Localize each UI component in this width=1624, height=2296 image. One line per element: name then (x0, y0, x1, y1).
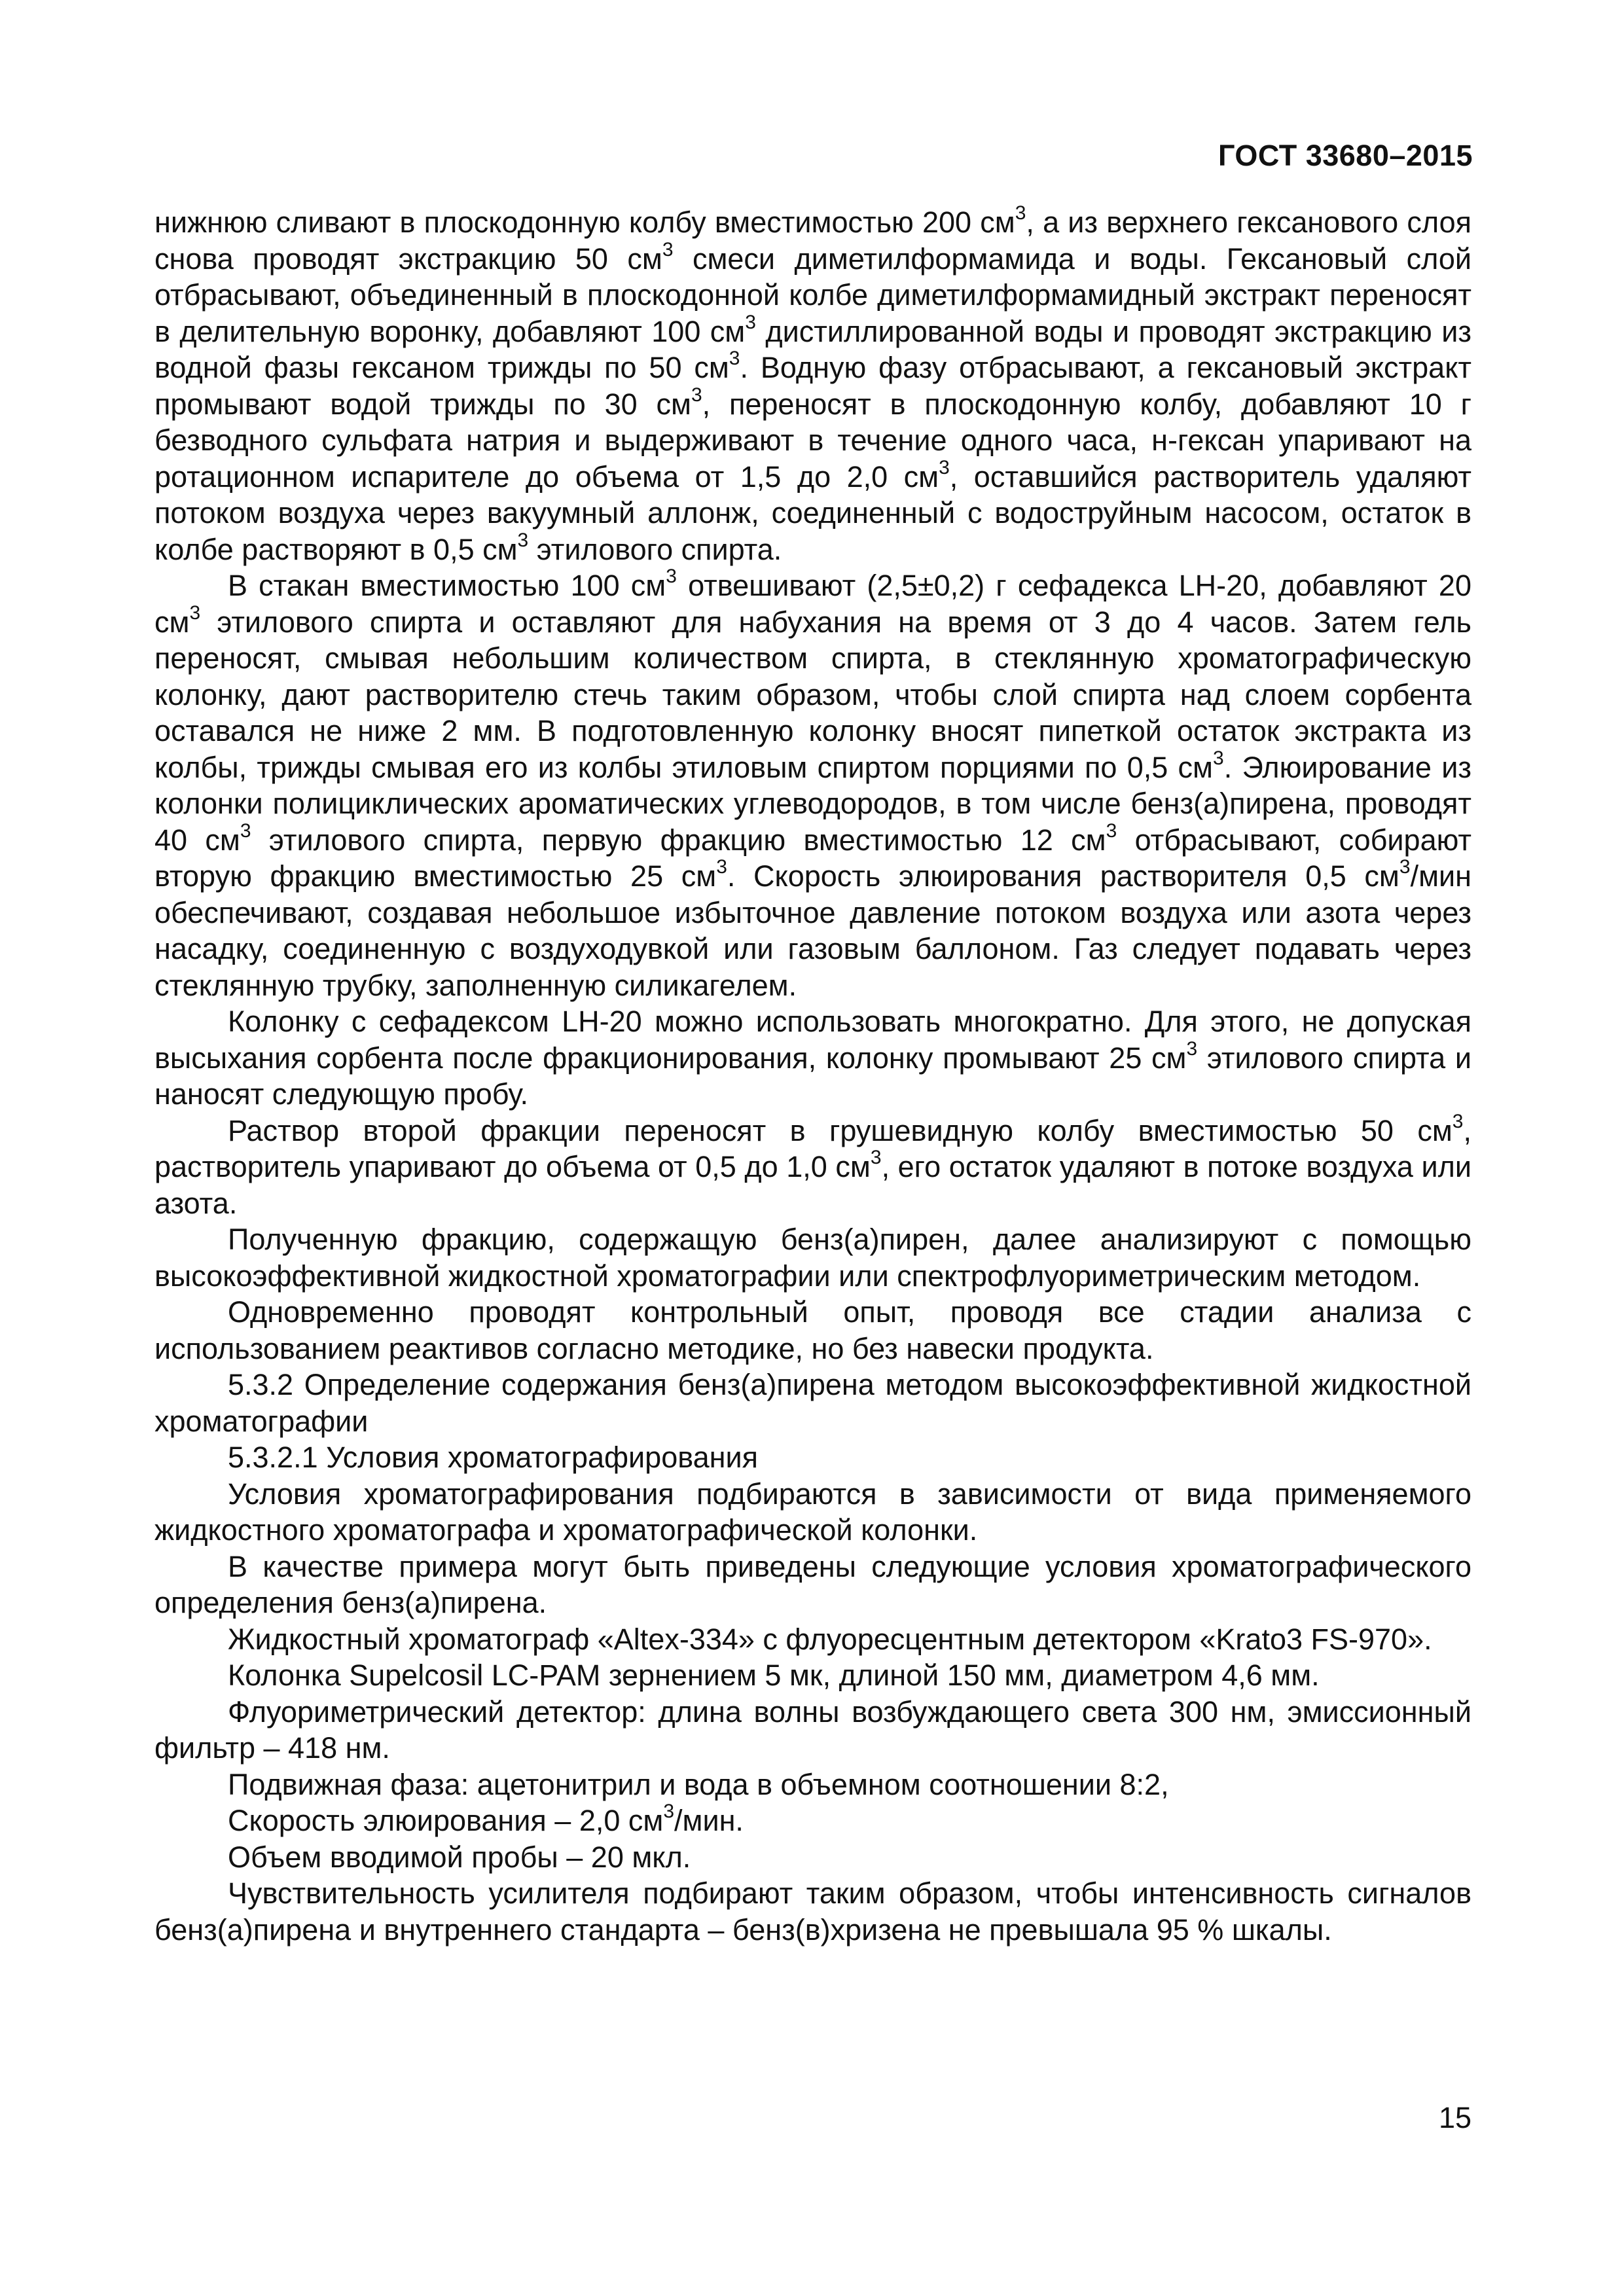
text-run: Чувствительность усилителя подбирают таким образом, чтобы интенсивность сигналов бенз(а)пирена и внутреннего стандарта – бенз(в)хризена не превышала 95 % шкалы. (154, 1876, 1471, 1946)
paragraph (154, 1110, 1471, 1222)
paragraph (154, 204, 1471, 567)
paragraph (154, 1621, 1471, 1658)
text-run: Колонка Supelcosil LC-PAM зернением 5 мк, длиной 150 мм, диаметром 4,6 мм. (228, 1659, 1320, 1692)
text-run: этилового спирта. (528, 532, 782, 566)
text-run: отвешивают (2,5±0,2) г сефадекса LH-20, добавляют 20 см (154, 569, 1471, 639)
text-run: Флуориметрический детектор: длина волны возбуждающего света 300 нм, эмиссионный фильтр – 418 нм. (154, 1695, 1471, 1765)
text-run: 5.3.2 Определение содержания бенз(а)пирена методом высокоэффективной жидкостной хроматографии (154, 1368, 1471, 1438)
text-run: , а из верхнего гексанового слоя снова проводят экстракцию 50 см (154, 206, 1471, 276)
paragraph (154, 1803, 1471, 1839)
text-run: , растворитель упаривают до объема от 0,5 до 1,0 см (154, 1113, 1471, 1183)
superscript: 3 (691, 384, 702, 406)
text-run: /мин. (674, 1804, 744, 1837)
paragraph (154, 1875, 1471, 1948)
superscript: 3 (666, 565, 677, 587)
superscript: 3 (240, 819, 251, 842)
text-run: 5.3.2.1 Условия хроматографирования (228, 1441, 759, 1474)
text-run: . Водную фазу отбрасывают, а гексановый экстракт промывают водой трижды по 30 см (154, 351, 1471, 421)
text-run: В качестве примера могут быть приведены следующие условия хроматографического определения бенз(а)пирена. (154, 1549, 1471, 1619)
superscript: 3 (745, 311, 756, 333)
paragraph (154, 1003, 1471, 1113)
superscript: 3 (716, 856, 727, 878)
superscript: 3 (517, 529, 529, 551)
text-run: этилового спирта и оставляют для набухания на время от 3 до 4 часов. Затем гель переносят, смывая небольшим количеством спирта, в стеклянную хроматографическую колонку, дают растворителю стечь таким образом, чтобы слой спирта над слоем сорбента оставался не ниже 2 мм. В подготовленную колонку вносят пипеткой остаток экстракта из колбы, трижды смывая его из колбы этиловым спиртом порциями по 0,5 см (154, 605, 1471, 784)
text-run: Раствор второй фракции переносят в грушевидную колбу вместимостью 50 см (228, 1113, 1453, 1147)
text-run: . Элюирование из колонки полициклических ароматических углеводородов, в том числе бенз(а)пирена, проводят 40 см (154, 750, 1471, 857)
text-run: , оставшийся растворитель удаляют потоком воздуха через вакуумный аллонж, соединенный с водоструйным насосом, остаток в колбе растворяют в 0,5 см (154, 459, 1471, 566)
superscript: 3 (1452, 1110, 1464, 1132)
superscript: 3 (1106, 819, 1117, 842)
paragraph (154, 1694, 1471, 1767)
text-run: этилового спирта и наносят следующую пробу. (154, 1041, 1471, 1111)
paragraph (154, 1657, 1471, 1694)
superscript: 3 (870, 1147, 882, 1168)
text-run: Условия хроматографирования подбираются в зависимости от вида применяемого жидкостного хроматографа и хроматографической колонки. (154, 1477, 1471, 1547)
superscript: 3 (1399, 856, 1411, 878)
superscript: 3 (729, 348, 740, 369)
document-body (154, 204, 1471, 1948)
text-run: Колонку с сефадексом LH-20 можно использовать многократно. Для этого, не допуская высыхания сорбента после фракционирования, колонку промывают 25 см (154, 1005, 1471, 1075)
superscript: 3 (663, 1801, 674, 1822)
paragraph (154, 1221, 1471, 1294)
paragraph (154, 1476, 1471, 1549)
superscript: 3 (1213, 747, 1224, 769)
paragraph (154, 1839, 1471, 1876)
superscript: 3 (1015, 202, 1026, 224)
superscript: 3 (189, 601, 201, 624)
text-run: дистиллированной воды и проводят экстракцию из водной фазы гексаном трижды по 50 см (154, 314, 1471, 384)
text-run: нижнюю сливают в плоскодонную колбу вместимостью 200 см (154, 206, 1015, 239)
text-run: . Скорость элюирования растворителя 0,5 см (727, 859, 1399, 893)
text-run: , его остаток удаляют в потоке воздуха или азота. (154, 1150, 1471, 1220)
paragraph (154, 1767, 1471, 1803)
text-run: отбрасывают, собирают вторую фракцию вместимостью 25 см (154, 823, 1471, 893)
text-run: Скорость элюирования – 2,0 см (228, 1804, 664, 1837)
paragraph (154, 1549, 1471, 1621)
superscript: 3 (662, 238, 674, 260)
text-run: Жидкостный хроматограф «Altex-334» с флуоресцентным детектором «Krato3 FS-970». (228, 1622, 1432, 1656)
document-header: ГОСТ 33680–2015 (1218, 139, 1473, 172)
superscript: 3 (1186, 1037, 1198, 1060)
text-run: В стакан вместимостью 100 см (228, 569, 666, 602)
text-run: Подвижная фаза: ацетонитрил и вода в объемном соотношении 8:2, (228, 1767, 1169, 1801)
paragraph (154, 567, 1471, 1003)
text-run: этилового спирта, первую фракцию вместимостью 12 см (251, 823, 1106, 857)
text-run: Полученную фракцию, содержащую бенз(а)пирен, далее анализируют с помощью высокоэффективной жидкостной хроматографии или спектрофлуориметрическим методом. (154, 1223, 1471, 1293)
paragraph (154, 1439, 1471, 1476)
text-run: Объем вводимой пробы – 20 мкл. (228, 1840, 691, 1874)
text-run: смеси диметилформамида и воды. Гексановый слой отбрасывают, объединенный в плоскодонной колбе диметилформамидный экстракт переносят в делительную воронку, добавляют 100 см (154, 242, 1471, 348)
paragraph (154, 1294, 1471, 1367)
page-number: 15 (1438, 2101, 1471, 2134)
text-run: /мин обеспечивают, создавая небольшое избыточное давление потоком воздуха или азота через насадку, соединенную с воздуходувкой или газовым баллоном. Газ следует подавать через стеклянную трубку, заполненную силикагелем. (154, 859, 1471, 1002)
text-run: Одновременно проводят контрольный опыт, проводя все стадии анализа с использованием реактивов согласно методике, но без навески продукта. (154, 1295, 1471, 1365)
superscript: 3 (939, 456, 950, 478)
text-run: , переносят в плоскодонную колбу, добавляют 10 г безводного сульфата натрия и выдерживают в течение одного часа, н-гексан упаривают на ротационном испарителе до объема от 1,5 до 2,0 см (154, 387, 1472, 493)
paragraph (154, 1367, 1471, 1439)
